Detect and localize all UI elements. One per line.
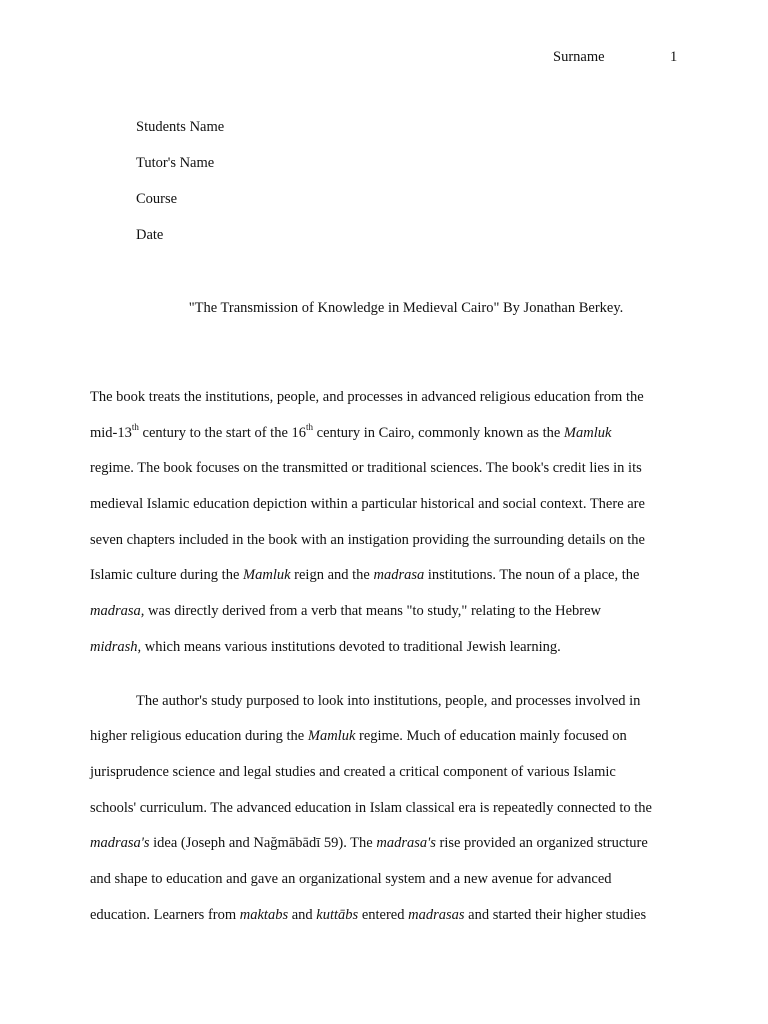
course-name: Course [136, 191, 178, 207]
header-surname: Surname [553, 49, 605, 65]
student-name: Students Name [136, 119, 225, 135]
italic-term: maktabs [239, 906, 289, 923]
text-line [90, 636, 680, 672]
text-line [90, 868, 680, 904]
text-span: regime. Much of education mainly focused on [355, 728, 627, 745]
text-span: schools' curriculum. The advanced education in Islam classical era is repeatedly connected to the [90, 799, 652, 816]
superscript: th [131, 421, 139, 432]
text-line [90, 832, 680, 868]
text-span: jurisprudence science and legal studies and created a critical component of various Islamic [90, 763, 616, 780]
text-span: and shape to education and gave an organizational system and a new avenue for advanced [90, 870, 612, 887]
paper-title: "The Transmission of Knowledge in Medieval Cairo" By Jonathan Berkey. [188, 300, 624, 316]
text-span: which means various institutions devoted to traditional Jewish learning. [141, 638, 561, 655]
italic-term: madrasa's [376, 835, 436, 852]
text-span: mid-13 [90, 424, 132, 441]
text-span: entered [358, 906, 409, 923]
italic-term: Mamluk [243, 567, 291, 584]
italic-term: madrasas [408, 906, 465, 923]
superscript: th [306, 421, 314, 432]
text-span: education. Learners from [90, 906, 240, 923]
text-line [90, 529, 680, 565]
text-span: idea (Joseph and Nağmābādī 59). The [149, 835, 377, 852]
italic-term: madrasa's [90, 835, 150, 852]
text-span: medieval Islamic education depiction within a particular historical and social context. There are [90, 496, 645, 513]
text-line [90, 493, 680, 529]
text-span: and [288, 906, 317, 923]
italic-term: Mamluk [563, 424, 612, 441]
italic-term: midrash, [90, 638, 142, 655]
italic-term: Mamluk [307, 728, 356, 745]
text-span: was directly derived from a verb that means "to study," relating to the Hebrew [144, 603, 602, 620]
text-line [90, 690, 680, 726]
paragraph-2 [90, 690, 680, 940]
text-span: higher religious education during the [90, 728, 308, 745]
body-text [90, 386, 680, 939]
text-span: seven chapters included in the book with an instigation providing the surrounding details on the [90, 531, 645, 548]
date: Date [136, 227, 164, 243]
text-line [90, 386, 680, 422]
header-page-number: 1 [670, 49, 678, 65]
text-line [90, 457, 680, 493]
text-span: The author's study purposed to look into institutions, people, and processes involved in [136, 692, 641, 709]
paragraph-1 [90, 386, 680, 672]
text-span: rise provided an organized structure [435, 835, 648, 852]
text-span: reign and the [290, 567, 374, 584]
text-span: regime. The book focuses on the transmitted or traditional sciences. The book's credit lies in its [90, 460, 642, 477]
italic-term: madrasa [373, 567, 425, 584]
text-line [90, 600, 680, 636]
italic-term: kuttābs [316, 906, 359, 923]
text-span: institutions. The noun of a place, the [424, 567, 640, 584]
text-span: century to the start of the 16 [138, 424, 307, 441]
text-line [90, 904, 680, 940]
text-span: and started their higher studies [464, 906, 647, 923]
italic-term: madrasa, [90, 603, 145, 620]
text-line [90, 725, 680, 761]
text-line [90, 564, 680, 600]
running-header [553, 47, 683, 67]
text-span: The book treats the institutions, people, and processes in advanced religious education from the [90, 389, 644, 405]
heading-block [136, 117, 224, 261]
text-span: century in Cairo, commonly known as the [313, 424, 564, 441]
text-line [90, 797, 680, 833]
text-line [90, 422, 680, 458]
text-span: Islamic culture during the [90, 567, 244, 584]
tutor-name: Tutor's Name [136, 155, 215, 171]
text-line [90, 761, 680, 797]
